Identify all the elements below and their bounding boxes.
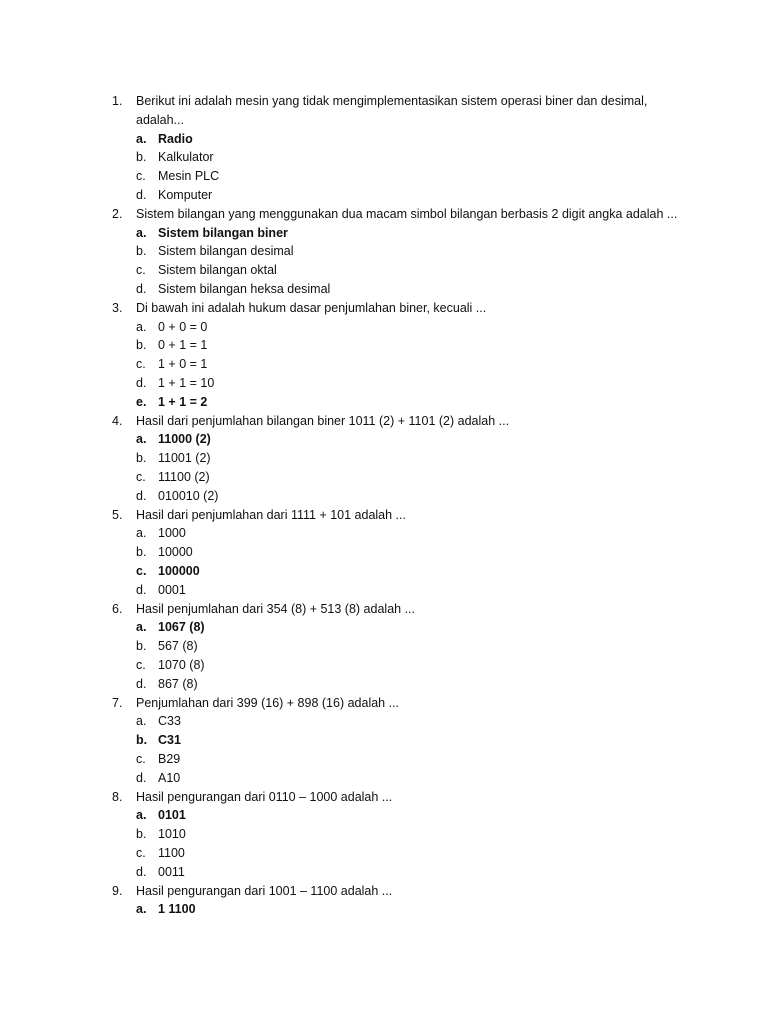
option-letter: a. <box>136 225 147 240</box>
option-letter: b. <box>136 639 147 654</box>
option-letter: c. <box>136 846 146 860</box>
option-text: 10000 <box>158 545 193 560</box>
option-text: 1 + 1 = 2 <box>158 394 208 409</box>
option-letter: a. <box>136 620 147 635</box>
question-number: 5. <box>112 507 123 522</box>
option-text: 11100 (2) <box>158 470 210 484</box>
option-text: 100000 <box>158 564 200 578</box>
option-text: Komputer <box>158 188 213 202</box>
option-letter: a. <box>136 714 147 729</box>
question-text: Hasil pengurangan dari 0110 – 1000 adalah ... <box>136 789 393 804</box>
option-text: A10 <box>158 770 181 785</box>
option-letter: a. <box>136 902 147 917</box>
option-text: 1000 <box>158 526 186 541</box>
option-text: C31 <box>158 733 181 748</box>
option-text: 1067 (8) <box>158 620 205 635</box>
question-text: Berikut ini adalah mesin yang tidak mengimplementasikan sistem operasi biner dan desimal, <box>136 94 648 108</box>
option-letter: a. <box>136 808 147 823</box>
option-text: B29 <box>158 752 181 766</box>
option-letter: d. <box>136 676 147 691</box>
question-number: 7. <box>112 695 123 710</box>
question-number: 2. <box>112 206 123 221</box>
option-text: 11000 (2) <box>158 432 211 447</box>
option-letter: c. <box>136 470 146 484</box>
option-letter: b. <box>136 244 147 259</box>
option-text: 1 + 0 = 1 <box>158 357 208 372</box>
option-text: 0 + 0 = 0 <box>158 319 208 334</box>
option-text: 0001 <box>158 582 186 597</box>
option-letter: a. <box>136 131 147 146</box>
option-text: Sistem bilangan oktal <box>158 263 277 278</box>
question-text: Sistem bilangan yang menggunakan dua macam simbol bilangan berbasis 2 digit angka adalah ... <box>136 206 678 221</box>
question-text: Penjumlahan dari 399 (16) + 898 (16) adalah ... <box>136 695 400 710</box>
option-letter: c. <box>136 169 146 184</box>
option-text: 1 + 1 = 10 <box>158 376 215 390</box>
option-text: Kalkulator <box>158 150 214 165</box>
option-letter: c. <box>136 752 146 766</box>
question-number: 4. <box>112 413 123 428</box>
option-letter: b. <box>136 338 147 353</box>
option-letter: a. <box>136 432 147 447</box>
option-text: 010010 (2) <box>158 488 219 503</box>
option-text: 0011 <box>158 864 185 879</box>
question-text: Hasil dari penjumlahan bilangan biner 1011 (2) + 1101 (2) adalah ... <box>136 413 510 428</box>
option-letter: c. <box>136 357 146 372</box>
option-text: 1010 <box>158 827 186 842</box>
option-letter: e. <box>136 394 147 409</box>
option-text: Sistem bilangan heksa desimal <box>158 282 331 296</box>
option-text: Sistem bilangan desimal <box>158 244 294 259</box>
question-text: Di bawah ini adalah hukum dasar penjumlahan biner, kecuali ... <box>136 300 487 315</box>
option-letter: b. <box>136 150 147 165</box>
option-text: 567 (8) <box>158 639 198 654</box>
question-number: 9. <box>112 883 123 898</box>
option-letter: b. <box>136 827 147 842</box>
option-text: 1100 <box>158 846 185 860</box>
question-text: Hasil pengurangan dari 1001 – 1100 adalah ... <box>136 883 393 898</box>
question-text: Hasil dari penjumlahan dari 1111 + 101 adalah ... <box>136 507 406 522</box>
option-text: 867 (8) <box>158 676 198 691</box>
question-number: 3. <box>112 300 123 315</box>
option-text: 1 1100 <box>158 902 196 917</box>
option-text: Sistem bilangan biner <box>158 225 288 240</box>
option-letter: d. <box>136 864 147 879</box>
option-letter: c. <box>136 564 147 578</box>
question-text: Hasil penjumlahan dari 354 (8) + 513 (8) adalah ... <box>136 601 415 616</box>
question-number: 1. <box>112 94 123 108</box>
option-letter: d. <box>136 188 147 202</box>
option-letter: d. <box>136 488 147 503</box>
option-letter: c. <box>136 658 146 672</box>
option-letter: a. <box>136 319 147 334</box>
option-letter: b. <box>136 451 147 466</box>
option-text: Mesin PLC <box>158 169 220 184</box>
option-text: Radio <box>158 131 193 146</box>
option-text: 0 + 1 = 1 <box>158 338 208 353</box>
question-text-continued: adalah... <box>136 112 184 127</box>
option-letter: b. <box>136 545 147 560</box>
option-letter: c. <box>136 263 146 278</box>
option-text: 0101 <box>158 808 186 823</box>
question-number: 8. <box>112 789 123 804</box>
option-text: 1070 (8) <box>158 658 205 672</box>
option-letter: d. <box>136 282 147 296</box>
option-letter: d. <box>136 376 147 390</box>
option-letter: a. <box>136 526 147 541</box>
option-letter: d. <box>136 770 147 785</box>
option-letter: b. <box>136 733 148 748</box>
option-text: 11001 (2) <box>158 451 211 466</box>
option-letter: d. <box>136 582 147 597</box>
question-number: 6. <box>112 601 123 616</box>
option-text: C33 <box>158 714 181 729</box>
